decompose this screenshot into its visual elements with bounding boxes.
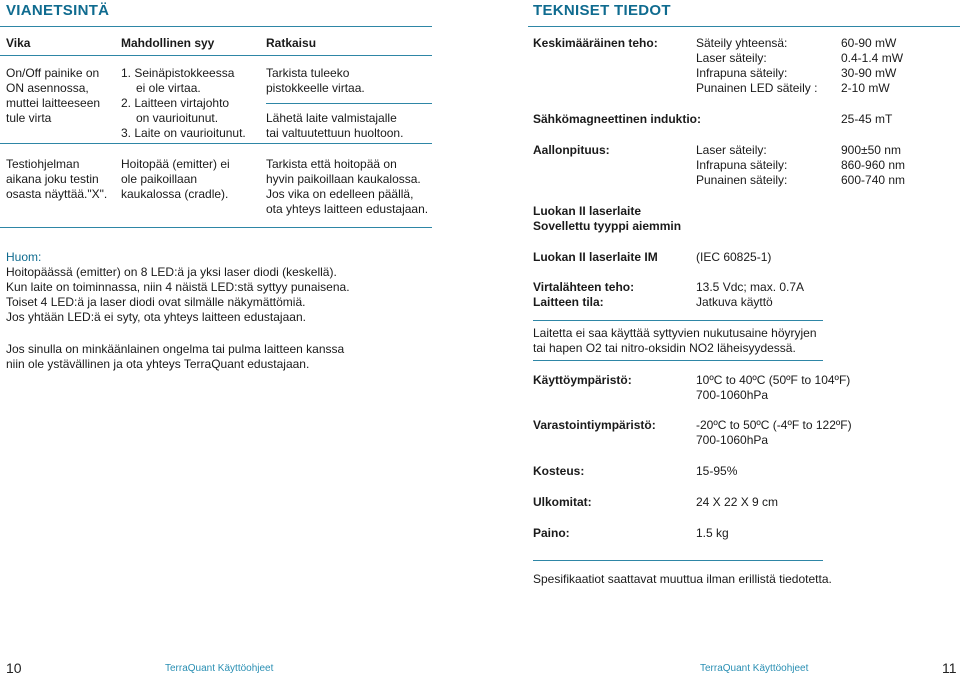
magnetic-label: Sähkömagneettinen induktio:	[533, 112, 702, 126]
contact-text: Jos sinulla on minkäänlainen ongelma tai pulma laitteen kanssa niin ole ystävällinen ja ota yhteys TerraQuant edustajaan.	[6, 342, 345, 371]
dims-label: Ulkomitat:	[533, 495, 592, 509]
row1-syy: 1. Seinäpistokkeessa ei ole virtaa. 2. Laitteen virtajohto on vaurioitunut. 3. Laite on vaurioitunut.	[121, 66, 246, 140]
storage-label: Varastointiympäristö:	[533, 418, 656, 432]
wave-row-values: 900±50 nm 860-960 nm 600-740 nm	[841, 143, 906, 187]
row2-syy: Hoitopää (emitter) ei ole paikoillaan kaukalossa (cradle).	[121, 157, 230, 201]
humidity-value: 15-95%	[696, 464, 738, 478]
power-row-values: 60-90 mW 0.4-1.4 mW 30-90 mW 2-10 mW	[841, 36, 904, 95]
title-rule-left	[0, 26, 432, 27]
weight-label: Paino:	[533, 526, 570, 540]
row1-rule	[0, 143, 432, 144]
row1-ratkaisu-1: Tarkista tuleeko pistokkeelle virtaa.	[266, 66, 365, 95]
disclaimer-rule	[533, 560, 823, 561]
header-ratkaisu: Ratkaisu	[266, 36, 317, 50]
power-row-labels: Säteily yhteensä: Laser säteily: Infrapuna säteily: Punainen LED säteily :	[696, 36, 818, 95]
env-label: Käyttöympäristö:	[533, 373, 632, 387]
row2-vika: Testiohjelman aikana joku testin osasta näyttää."X".	[6, 157, 108, 201]
note-text: Hoitopäässä (emitter) on 8 LED:ä ja yksi laser diodi (keskellä). Kun laite on toiminnassa, niin 4 näistä LED:stä syttyy punaisena. Toiset 4 LED:ä ja laser diodi ovat silmälle näkymättömiä. Jos yhtään LED:ä ei syty, ota yhteys laitteen edustajaan.	[6, 265, 350, 324]
supply-state-values: 13.5 Vdc; max. 0.7A Jatkuva käyttö	[696, 280, 805, 309]
supply-state-labels: Virtalähteen teho: Laitteen tila:	[533, 280, 635, 309]
storage-value: -20ºC to 50ºC (-4ºF to 122ºF) 700-1060hPa	[696, 418, 852, 447]
header-rule	[0, 55, 432, 56]
laser-im-label: Luokan II laserlaite IM	[533, 250, 658, 264]
row1-vika: On/Off painike on ON asennossa, muttei laitteeseen tule virta	[6, 66, 101, 125]
dims-value: 24 X 22 X 9 cm	[696, 495, 779, 509]
humidity-label: Kosteus:	[533, 464, 585, 478]
row2-ratkaisu: Tarkista että hoitopää on hyvin paikoillaan kaukalossa. Jos vika on edelleen päällä, ota yhteys laitteen edustajaan.	[266, 157, 429, 216]
left-page-title: VIANETSINTÄ	[6, 2, 110, 19]
row1-ratkaisu-2: Lähetä laite valmistajalle tai valtuutettuun huoltoon.	[266, 111, 404, 140]
warning-rule-bottom	[533, 360, 823, 361]
title-rule-right	[528, 26, 960, 27]
ratkaisu-divider	[266, 103, 432, 104]
disclaimer: Spesifikaatiot saattavat muuttua ilman erillistä tiedotetta.	[533, 572, 832, 586]
magnetic-value: 25-45 mT	[841, 112, 893, 126]
laser-class: Luokan II laserlaite Sovellettu tyyppi aiemmin	[533, 204, 682, 233]
warning-rule-top	[533, 320, 823, 321]
wave-row-labels: Laser säteily: Infrapuna säteily: Punainen säteily:	[696, 143, 788, 187]
right-page-number: 11	[942, 660, 957, 676]
laser-im-value: (IEC 60825-1)	[696, 250, 772, 264]
warning-text: Laitetta ei saa käyttää syttyvien nukutusaine höyryjen tai hapen O2 tai nitro-oksidin NO2 läheisyydessä.	[533, 326, 817, 355]
env-value: 10ºC to 40ºC (50ºF to 104ºF) 700-1060hPa	[696, 373, 851, 402]
right-footer-text: TerraQuant Käyttöohjeet	[700, 663, 809, 674]
power-label: Keskimääräinen teho:	[533, 36, 658, 50]
left-page-number: 10	[6, 660, 22, 676]
left-footer-text: TerraQuant Käyttöohjeet	[165, 663, 274, 674]
wave-label: Aallonpituus:	[533, 143, 610, 157]
note-title: Huom:	[6, 250, 42, 264]
header-vika: Vika	[6, 36, 31, 50]
right-page-title: TEKNISET TIEDOT	[533, 2, 671, 19]
weight-value: 1.5 kg	[696, 526, 729, 540]
header-syy: Mahdollinen syy	[121, 36, 215, 50]
row2-rule	[0, 227, 432, 228]
